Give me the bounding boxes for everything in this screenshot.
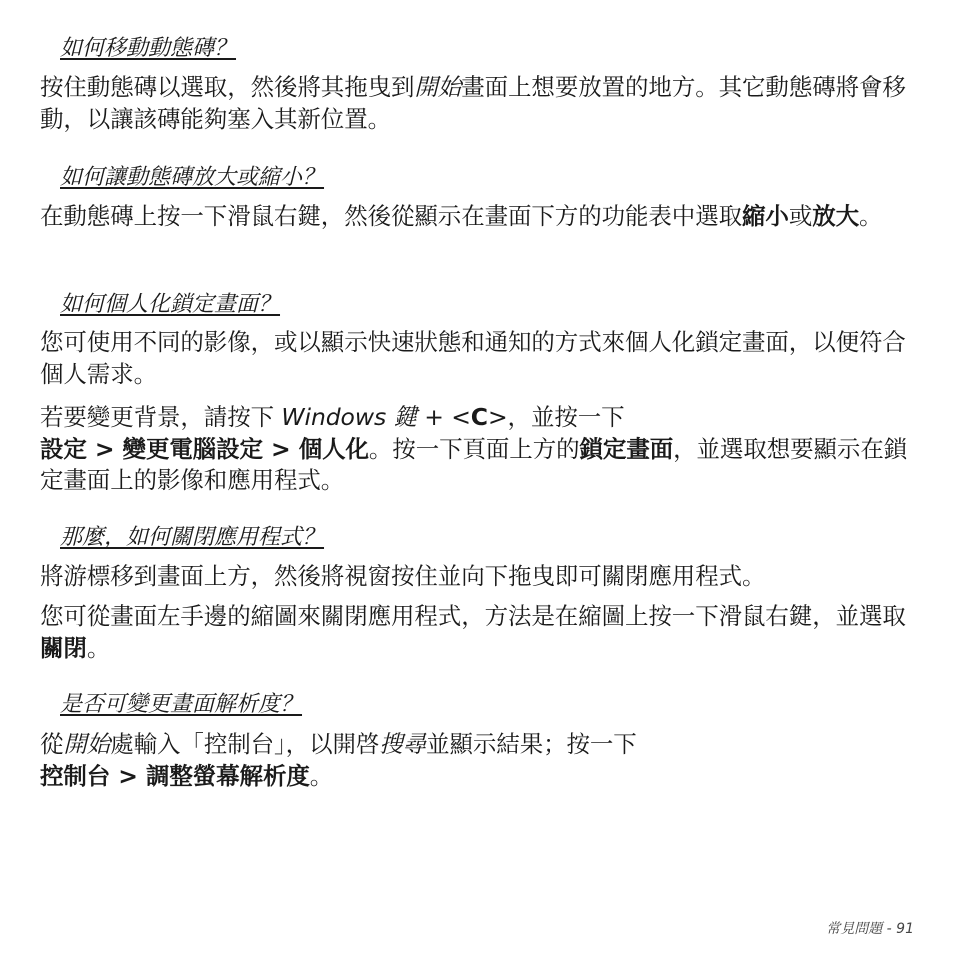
italic-term: 搜尋 [379,730,427,758]
text-run: 。 [859,202,883,230]
text-run: 並顯示結果；按一下 [426,730,637,758]
bold-term: 關閉 [40,633,87,662]
text-run: 從 [40,730,64,758]
bold-term: 設定 > 變更電腦設定 > 個人化 [40,434,369,463]
text-run: 處輸入「控制台」，以開啓 [110,730,380,758]
answer-resize-tile [40,201,920,233]
text-run: >，並按一下 [487,403,625,431]
text-run: 或 [788,202,813,230]
bold-term: 縮小 [742,202,789,230]
question-personalize-lock-screen: 如何個人化鎖定畫面？ [60,292,281,317]
text-run: 。 [309,761,334,790]
text-run: + < [416,403,471,431]
answer-personalize-lock-screen [40,327,920,390]
italic-term: Windows 鍵 [281,403,417,431]
bold-term: C [470,403,488,431]
answer-change-resolution [40,729,920,792]
question-resize-tile: 如何讓動態磚放大或縮小？ [60,165,325,190]
bold-term: 控制台 > 調整螢幕解析度 [40,761,310,790]
bold-term: 鎖定畫面 [579,434,674,463]
text-run: 。 [86,633,111,662]
text-run: 按住動態磚以選取，然後將其拖曳到 [40,73,415,101]
bold-term: 放大 [812,202,860,230]
text-run: ，並選取想要顯示在鎖定畫面上的影像和應用程式。 [40,434,908,494]
question-move-tile: 如何移動動態磚？ [60,36,237,61]
italic-term: 開始 [63,730,111,758]
text-run: 您可使用不同的影像，或以顯示快速狀態和通知的方式來個人化鎖定畫面，以便符合個人需求。 [40,328,906,388]
italic-term: 開始 [414,73,462,101]
text-run: 將游標移到畫面上方，然後將視窗按住並向下拖曳即可關閉應用程式。 [40,562,766,590]
answer-move-tile [40,72,920,135]
text-run: 若要變更背景，請按下 [40,403,282,431]
answer-close-app-thumbnail [40,601,920,664]
text-run: 畫面上想要放置的地方。其它動態磚將會移動，以讓該磚能夠塞入其新位置。 [40,73,906,133]
answer-close-app-drag [40,561,920,593]
question-change-resolution: 是否可變更畫面解析度？ [60,692,303,717]
question-close-app: 那麼，如何關閉應用程式？ [60,525,325,550]
page-footer: 常見問題 - 91 [826,921,914,937]
text-run: 您可從畫面左手邊的縮圖來關閉應用程式，方法是在縮圖上按一下滑鼠右鍵，並選取 [40,602,906,630]
text-run: 。按一下頁面上方的 [368,434,580,463]
text-run: 在動態磚上按一下滑鼠右鍵，然後從顯示在畫面下方的功能表中選取 [40,202,742,230]
answer-change-background [40,402,920,497]
